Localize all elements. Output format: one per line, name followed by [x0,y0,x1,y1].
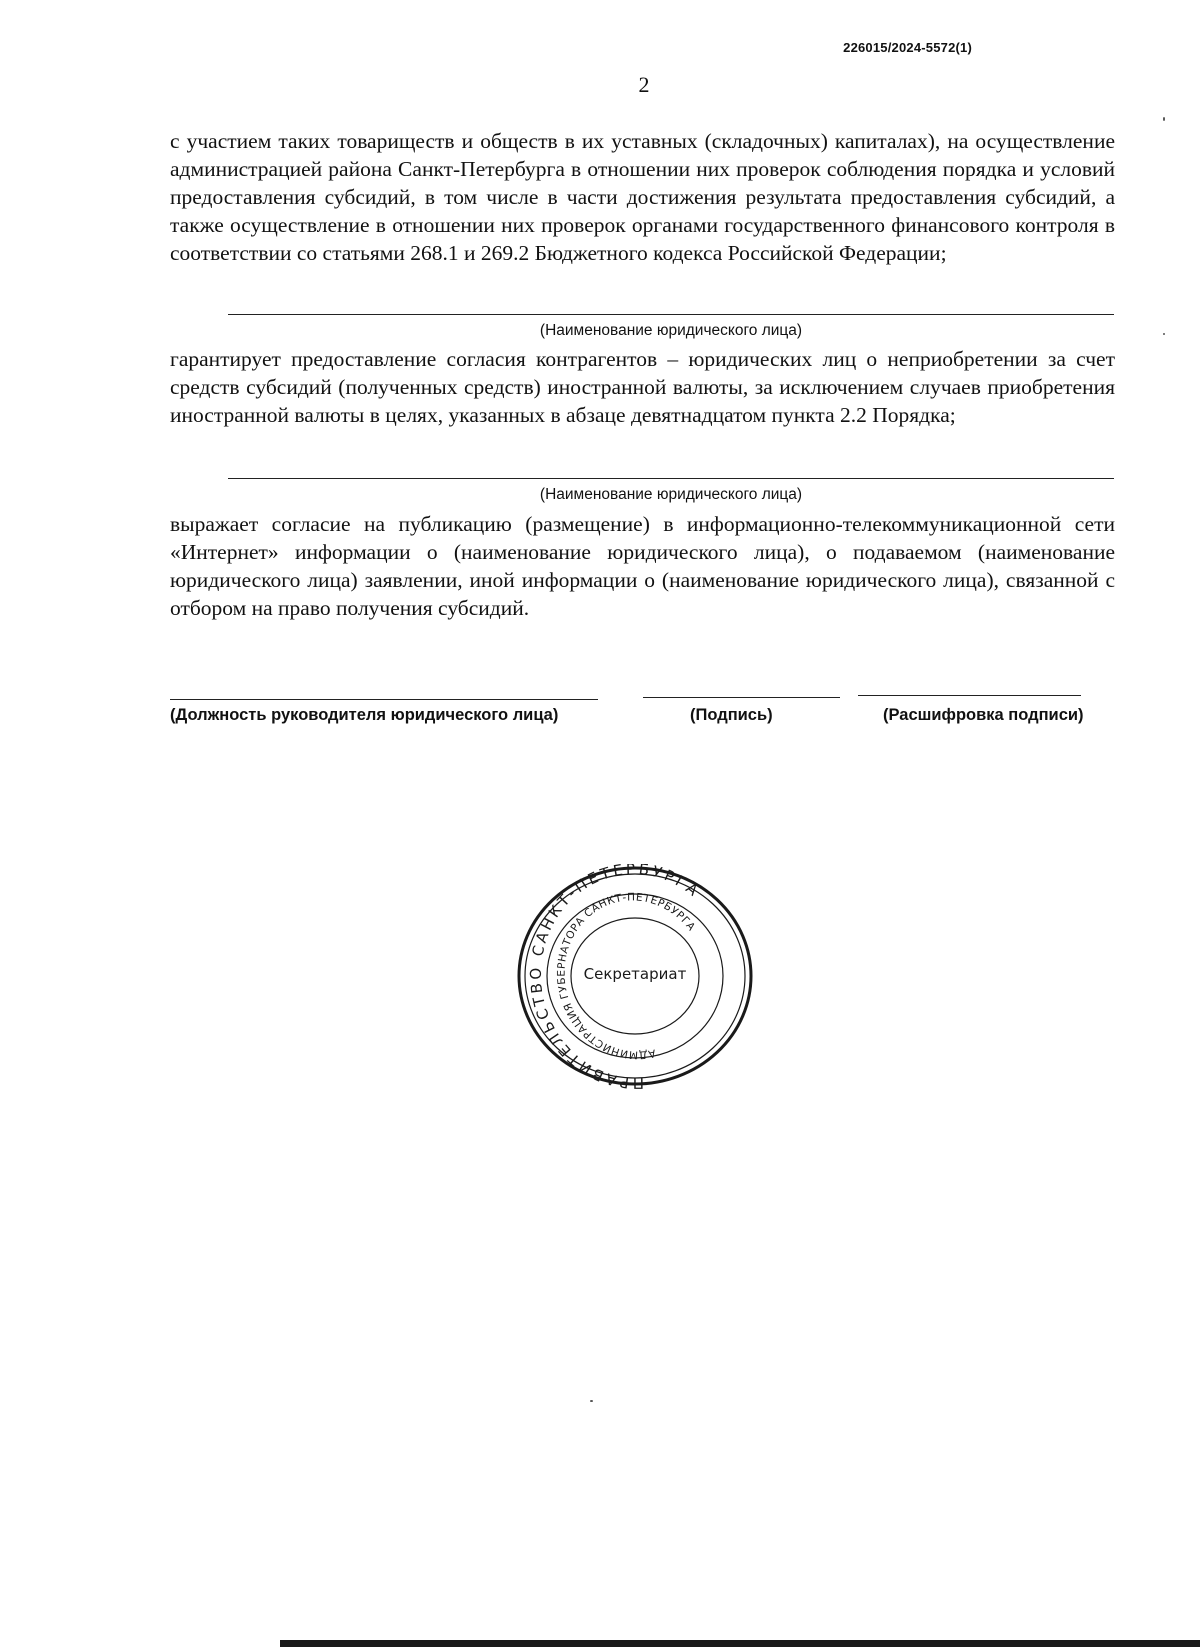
scan-speck [1163,333,1165,335]
scan-speck [1163,117,1165,121]
paragraph-publication-consent: выражает согласие на публикацию (размещение) в информационно-телекоммуникационной сети «Интернет» информации о (наименование юридического лица), о подаваемом (наименование юридического лица) заявлении, иной информации о (наименование юридического лица), связанной с отбором на право получения субсидий. [170,512,1115,620]
seal-inner-text: АДМИНИСТРАЦИЯ ГУБЕРНАТОРА САНКТ-ПЕТЕРБУРГА [555,891,698,1061]
seal-graphic [515,864,755,1089]
scan-bottom-edge [280,1640,1200,1647]
document-id: 226015/2024-5572(1) [843,40,972,55]
position-label: (Должность руководителя юридического лица) [170,706,559,724]
signature-label: (Подпись) [690,706,773,724]
signature-line [643,697,840,698]
blank-line-legal-entity-1 [228,314,1114,315]
caption-legal-entity-2: (Наименование юридического лица) [539,486,803,503]
official-seal-stamp [515,864,755,1089]
paragraph-currency-guarantee: гарантирует предоставление согласия контрагентов – юридических лиц о неприобретении за счет средств субсидий (полученных средств) иностранной валюты, за исключением случаев приобретения иностранной валюты в целях, указанных в абзаце девятнадцатом пункта 2.2 Порядка; [170,347,1115,427]
paragraph-inspections: с участием таких товариществ и обществ в их уставных (складочных) капиталах), на осуществление администрацией района Санкт-Петербурга в отношении них проверок соблюдения порядка и условий предоставления субсидий, в том числе в части достижения результата предоставления субсидий, а также осуществление в отношении них проверок органами государственного финансового контроля в соответствии со статьями 268.1 и 269.2 Бюджетного кодекса Российской Федерации; [170,129,1115,265]
page-number: 2 [638,72,650,97]
decryption-signature-line [858,695,1081,696]
position-signature-line [170,699,598,700]
scan-speck [590,1400,593,1402]
seal-center-text: Секретариат [583,965,687,983]
seal-outer-text: ПРАВИТЕЛЬСТВО САНКТ-ПЕТЕРБУРГА [526,864,704,1089]
caption-legal-entity-1: (Наименование юридического лица) [539,322,803,339]
blank-line-legal-entity-2 [228,478,1114,479]
decryption-label: (Расшифровка подписи) [883,706,1084,724]
